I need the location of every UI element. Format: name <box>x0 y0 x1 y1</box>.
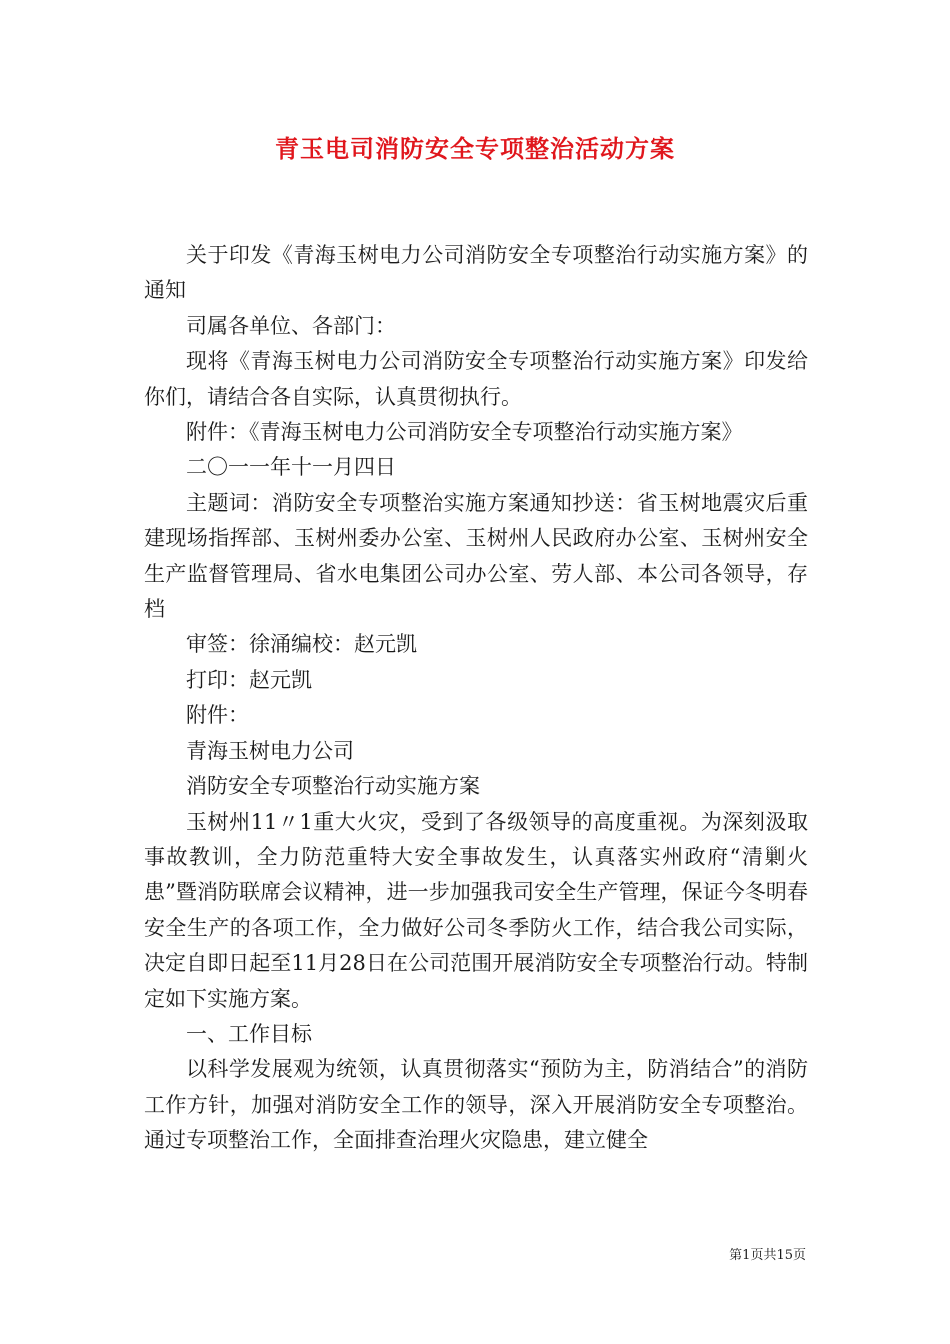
paragraph: 审签：徐涌编校：赵元凯 <box>186 632 417 657</box>
paragraph: 以科学发展观为统领，认真贯彻落实“预防为主，防消结合”的消防工作方针，加强对消防安全工作的领导，深入开展消防安全专项整治。通过专项整治工作，全面排查治理火灾隐患，建立健全 <box>144 1057 808 1153</box>
paragraph: 一、工作目标 <box>186 1021 312 1046</box>
paragraph: 消防安全专项整治行动实施方案 <box>186 774 480 799</box>
paragraph: 青海玉树电力公司 <box>186 738 354 763</box>
paragraph: 关于印发《青海玉树电力公司消防安全专项整治行动实施方案》的通知 <box>144 243 808 303</box>
page-number-footer <box>0 1247 806 1265</box>
paragraph: 主题词：消防安全专项整治实施方案通知抄送：省玉树地震灾后重建现场指挥部、玉树州委办公室、玉树州人民政府办公室、玉树州安全生产监督管理局、省水电集团公司办公室、劳人部、本公司各领导，存档 <box>144 490 808 622</box>
document-body <box>144 238 808 1159</box>
page-number-label: 第1页共15页 <box>729 1248 806 1263</box>
paragraph: 附件：《青海玉树电力公司消防安全专项整治行动实施方案》 <box>186 420 743 445</box>
paragraph: 二〇一一年十一月四日 <box>186 455 396 480</box>
paragraph: 司属各单位、各部门： <box>186 313 396 338</box>
paragraph: 附件： <box>186 703 249 728</box>
document-title: 青玉电司消防安全专项整治活动方案 <box>275 134 675 163</box>
paragraph: 现将《青海玉树电力公司消防安全专项整治行动实施方案》印发给你们，请结合各自实际，认真贯彻执行。 <box>144 349 808 409</box>
paragraph: 打印：赵元凯 <box>186 667 312 692</box>
paragraph: 玉树州11〃1重大火灾，受到了各级领导的高度重视。为深刻汲取事故教训，全力防范重特大安全事故发生，认真落实州政府“清剿火患”暨消防联席会议精神，进一步加强我司安全生产管理，保证今冬明春安全生产的各项工作，全力做好公司冬季防火工作，结合我公司实际，决定自即日起至11月28日在公司范围开展消防安全专项整治行动。特制定如下实施方案。 <box>144 809 808 1011</box>
